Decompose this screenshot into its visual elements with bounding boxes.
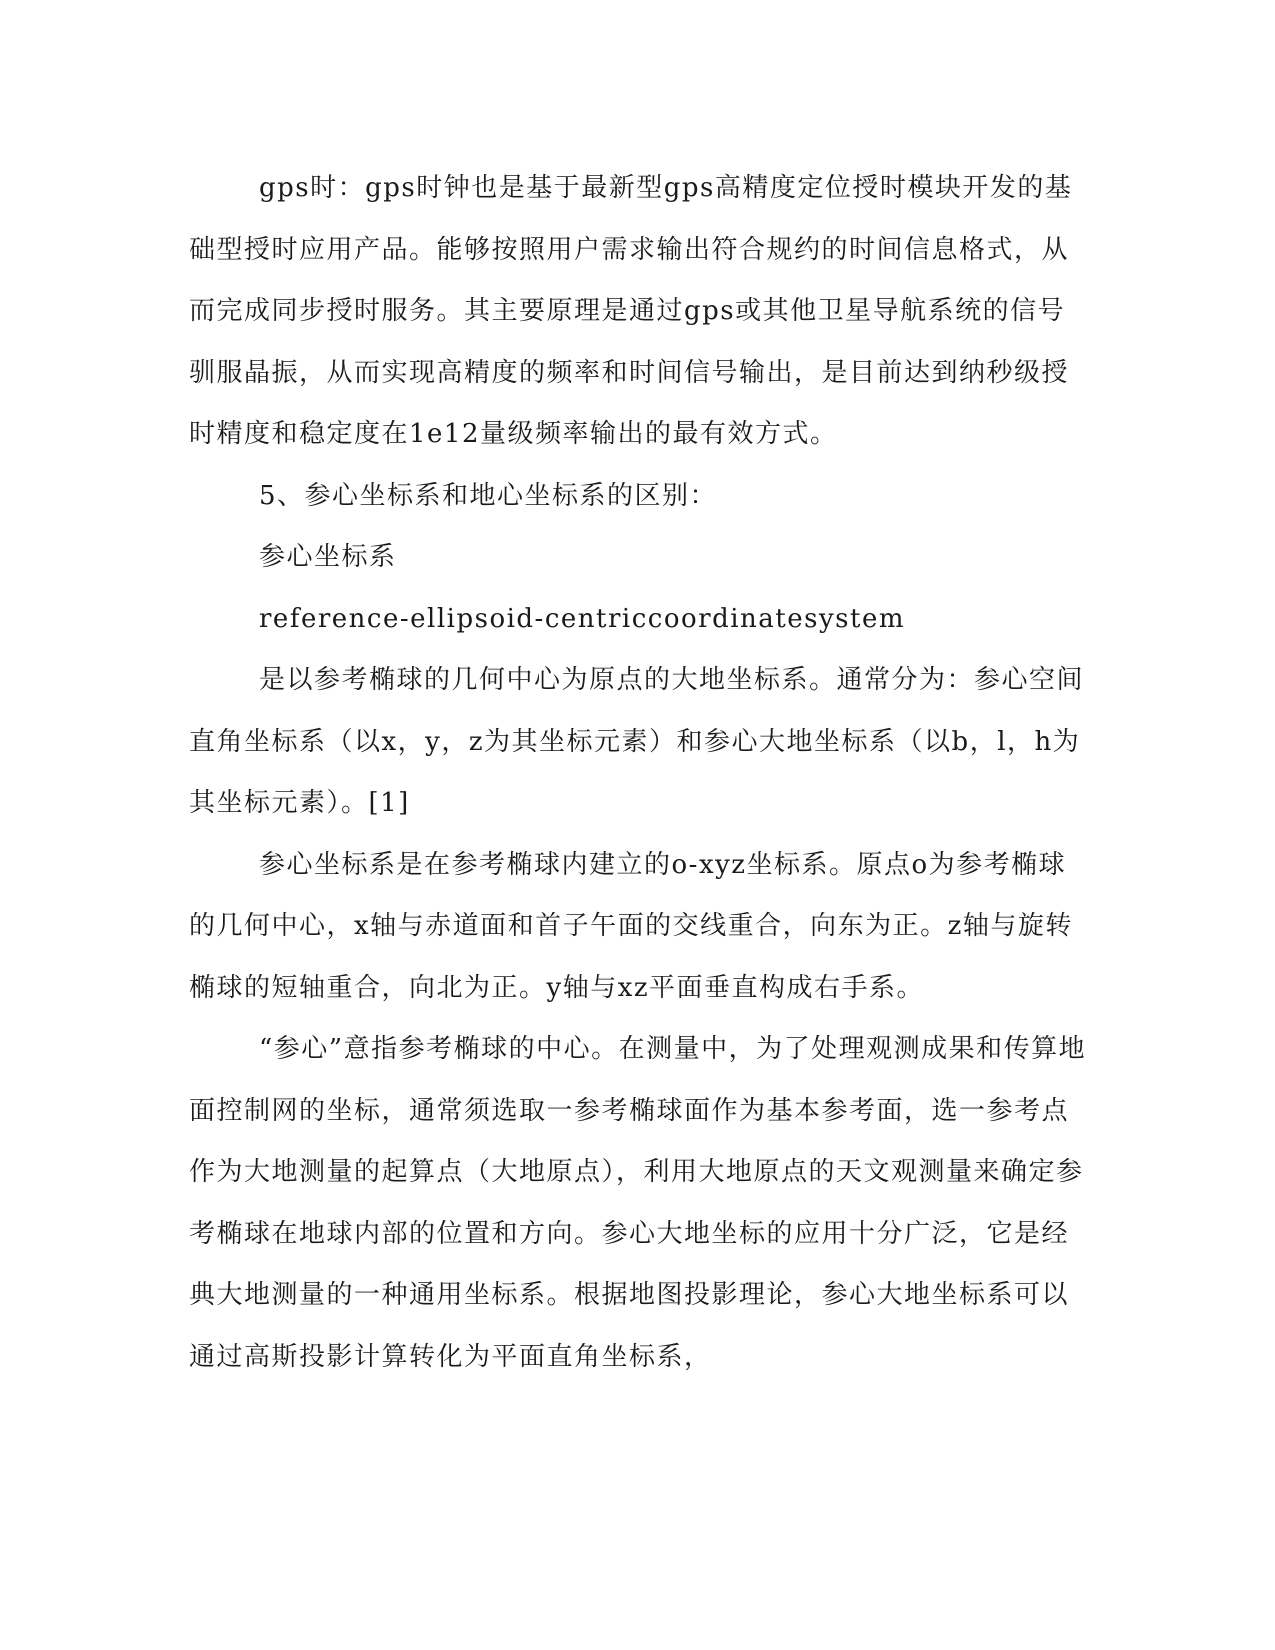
paragraph-gps-clock: gps时：gps时钟也是基于最新型gps高精度定位授时模块开发的基础型授时应用产品。能够按照用户需求输出符合规约的时间信息格式，从而完成同步授时服务。其主要原理是通过gps或其他卫星导航系统的信号驯服晶振，从而实现高精度的频率和时间信号输出，是目前达到纳秒级授时精度和稳定度在1e12量级频率输出的最有效方式。 [189, 173, 1073, 449]
paragraph-definition: 是以参考椭球的几何中心为原点的大地坐标系。通常分为：参心空间直角坐标系（以x，y，z为其坐标元素）和参心大地坐标系（以b，l，h为其坐标元素）。[1] [189, 665, 1085, 818]
term-chinese: 参心坐标系 [259, 542, 397, 572]
term-english: reference-ellipsoid-centriccoordinatesystem [259, 603, 905, 634]
paragraph-meaning: “参心”意指参考椭球的中心。在测量中，为了处理观测成果和传算地面控制网的坐标，通常须选取一参考椭球面作为基本参考面，选一参考点作为大地测量的起算点（大地原点），利用大地原点的天文观测量来确定参考椭球在地球内部的位置和方向。参心大地坐标的应用十分广泛，它是经典大地测量的一种通用坐标系。根据地图投影理论，参心大地坐标系可以通过高斯投影计算转化为平面直角坐标系， [189, 1034, 1087, 1372]
paragraph-axes: 参心坐标系是在参考椭球内建立的o-xyz坐标系。原点o为参考椭球的几何中心，x轴与赤道面和首子午面的交线重合，向东为正。z轴与旋转椭球的短轴重合，向北为正。y轴与xz平面垂直构成右手系。 [189, 849, 1073, 1003]
section-heading: 5、参心坐标系和地心坐标系的区别： [259, 480, 718, 511]
document-body [189, 158, 1089, 1388]
